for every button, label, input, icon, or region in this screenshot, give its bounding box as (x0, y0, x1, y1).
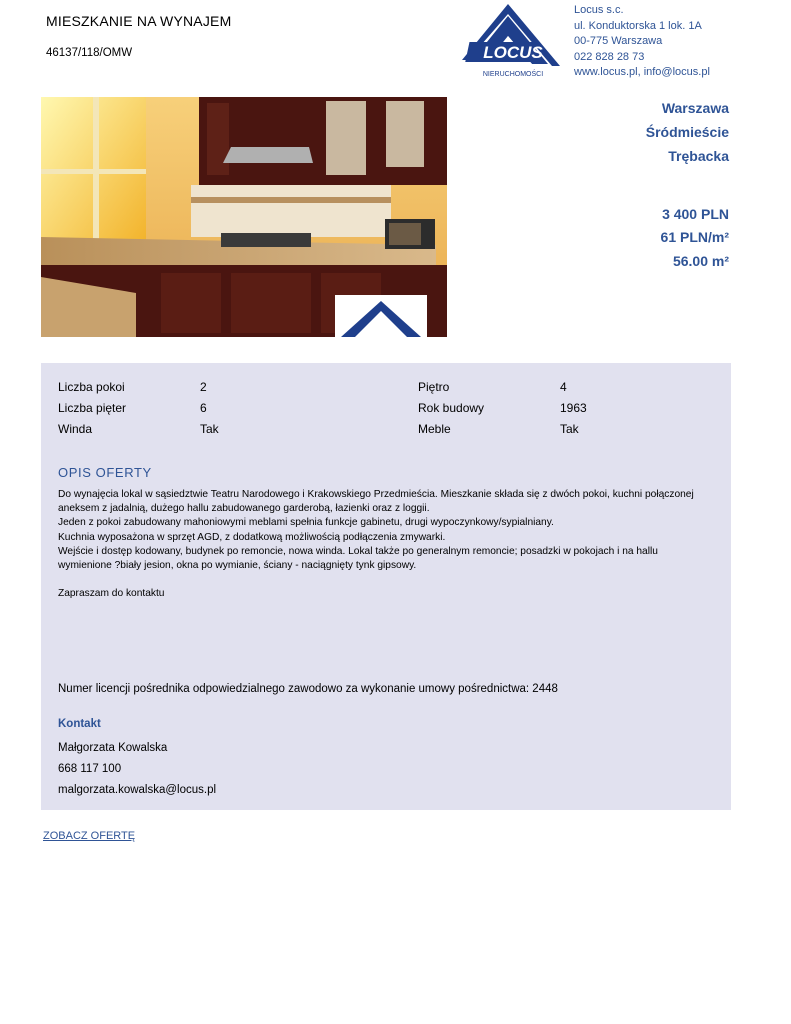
location-city: Warszawa (661, 100, 729, 116)
description-line: Kuchnia wyposażona w sprzęt AGD, z dodatkową możliwością podłączenia zmywarki. (58, 531, 446, 543)
contact-heading: Kontakt (58, 718, 101, 730)
params-row (58, 401, 718, 422)
location-street: Trębacka (668, 148, 729, 164)
description-text (58, 488, 728, 602)
param-value: Tak (200, 422, 219, 436)
property-photo (41, 97, 447, 337)
param-label: Winda (58, 422, 93, 436)
description-line: aneksem z jadalnią, dużego hallu zabudowanego garderobą, łazienki oraz z loggii. (58, 503, 430, 515)
logo-brand-text: LOCUS (483, 43, 543, 62)
description-line: wymienione ?biały jesion, okna po wymianie, ściany - naciągnięty tynk gipsowy. (58, 560, 417, 572)
description-line: Do wynajęcia lokal w sąsiedztwie Teatru Narodowego i Krakowskiego Przedmieścia. Mieszkanie składa się z dwóch pokoi, kuchni połączonej (58, 489, 694, 500)
param-label: Liczba pokoi (58, 380, 125, 394)
view-offer-link[interactable]: ZOBACZ OFERTĘ (43, 830, 136, 842)
description-line: Jeden z pokoi zabudowany mahoniowymi meblami spełnia funkcje gabinetu, drugi wypoczynkowy/sypialniany. (58, 517, 554, 529)
agency-web[interactable]: www.locus.pl, info@locus.pl (574, 66, 710, 78)
locus-logo (460, 2, 566, 80)
details-panel (41, 363, 731, 810)
contact-name: Małgorzata Kowalska (58, 742, 168, 754)
param-label: Rok budowy (418, 401, 485, 415)
price-total: 3 400 PLN (662, 206, 729, 222)
description-heading: OPIS OFERTY (58, 465, 152, 480)
licence-text: Numer licencji pośrednika odpowiedzialnego zawodowo za wykonanie umowy pośrednictwa: 2448 (58, 683, 558, 695)
agency-street: ul. Konduktorska 1 lok. 1A (574, 19, 702, 32)
page-title: MIESZKANIE NA WYNAJEM (46, 13, 232, 29)
param-value: 1963 (560, 401, 587, 415)
description-spacer (58, 573, 728, 587)
params-table (58, 380, 718, 443)
contact-details (58, 738, 216, 801)
area: 56.00 m² (672, 253, 729, 269)
contact-email[interactable]: malgorzata.kowalska@locus.pl (58, 784, 217, 796)
price-per-m2: 61 PLN/m² (660, 229, 729, 245)
agency-city: 00-775 Warszawa (574, 35, 663, 47)
agency-phone: 022 828 28 73 (574, 50, 645, 63)
param-value: 2 (200, 380, 207, 394)
description-line: Wejście i dostęp kodowany, budynek po remoncie, nowa winda. Lokal także po generalnym remoncie; posadzki w pokojach i na hallu (58, 545, 658, 557)
params-row (58, 422, 718, 443)
param-value: 6 (200, 401, 207, 415)
param-value: Tak (560, 422, 579, 436)
param-label: Meble (418, 422, 451, 436)
contact-phone: 668 117 100 (58, 763, 122, 775)
agency-name: Locus s.c. (574, 4, 624, 16)
agency-contact (574, 3, 710, 81)
description-line: Zapraszam do kontaktu (58, 588, 165, 600)
param-value: 4 (560, 380, 567, 394)
params-row (58, 380, 718, 401)
param-label: Piętro (418, 380, 450, 394)
offer-reference: 46137/118/OMW (46, 47, 133, 59)
location-district: Śródmieście (645, 124, 729, 140)
param-label: Liczba pięter (58, 401, 127, 415)
logo-subtitle-text: NIERUCHOMOŚCI (482, 71, 544, 78)
